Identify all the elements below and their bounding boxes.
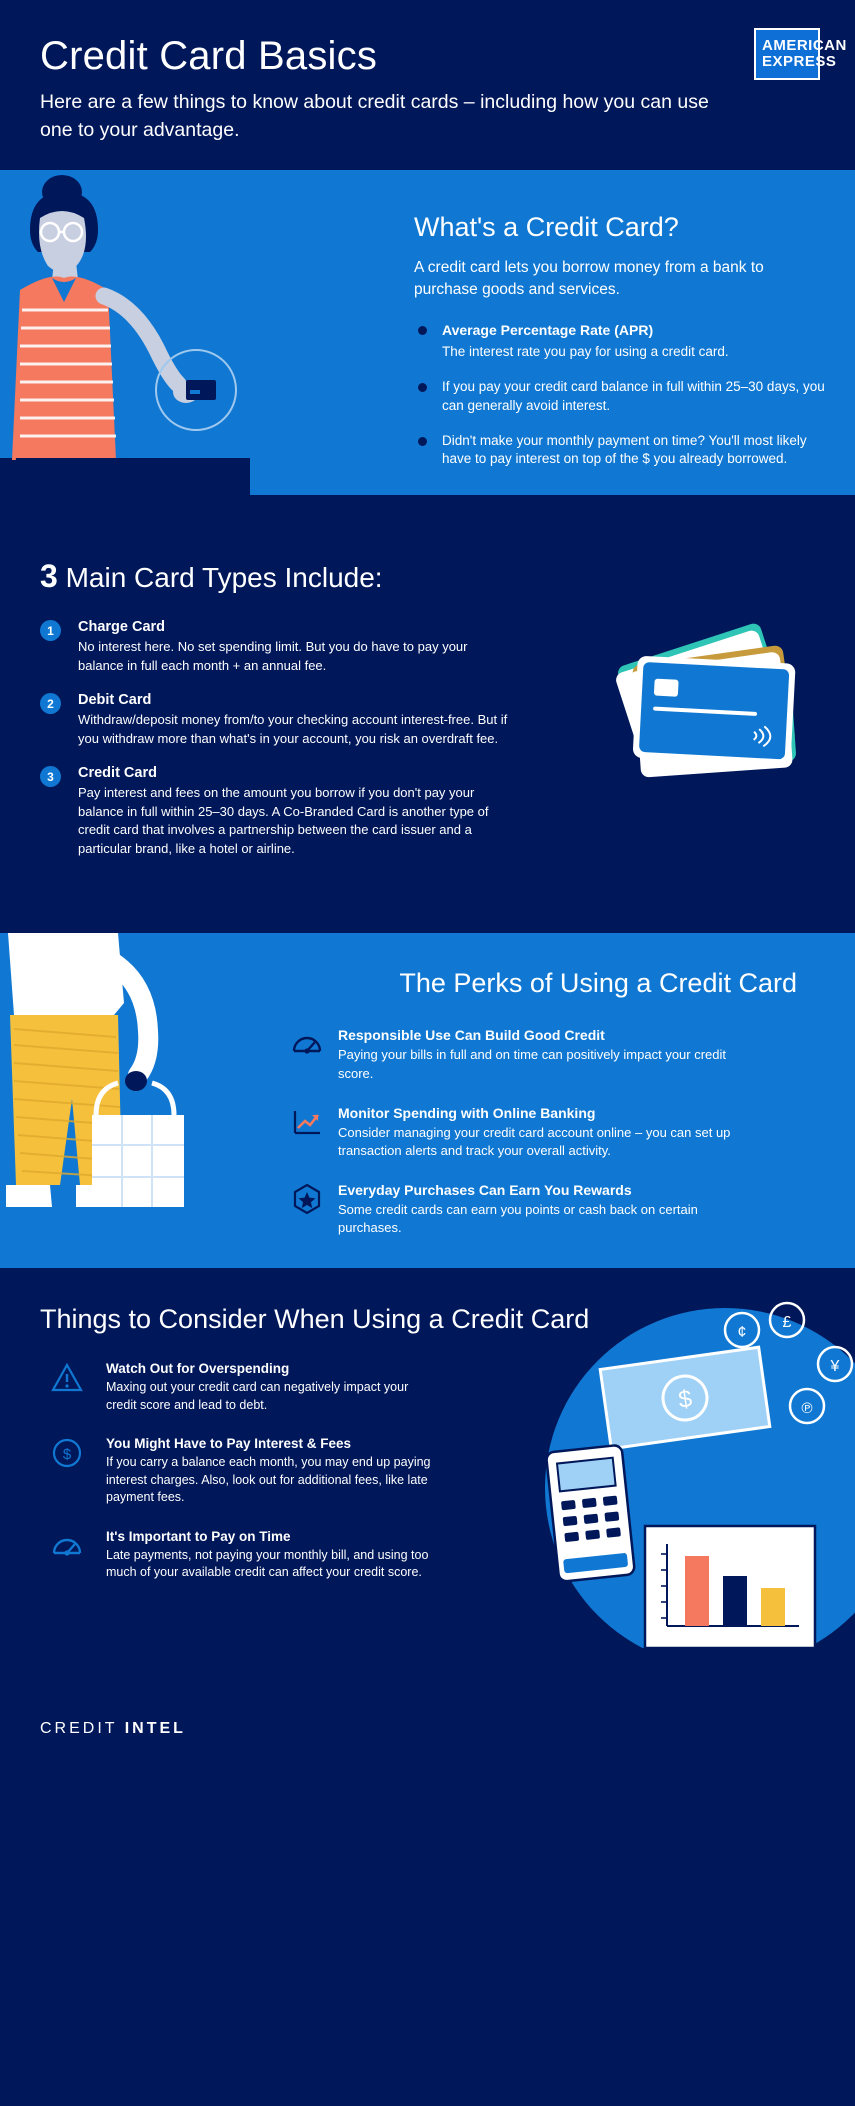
currency-symbol-1: £: [782, 1314, 792, 1332]
credit-card-text-block: [250, 170, 855, 469]
credit-intel-logo: [40, 1720, 815, 1738]
perk-title: Monitor Spending with Online Banking: [338, 1104, 596, 1121]
list-item: [414, 432, 825, 469]
type-number-badge: 3: [40, 766, 61, 787]
perk-title: Responsible Use Can Build Good Credit: [338, 1027, 605, 1044]
perk-text: Paying your bills in full and on time can positively impact your credit score.: [338, 1047, 727, 1081]
speedometer-icon: [290, 1027, 324, 1061]
currency-symbol-3: ℗: [801, 1400, 813, 1418]
type-text: Withdraw/deposit money from/to your checking account interest-free. But if you withdraw more than what's in your account, you risk an overdraft fee.: [78, 712, 508, 746]
perks-section: [0, 933, 855, 1268]
section-lead: A credit card lets you borrow money from a bank to purchase goods and services.: [414, 259, 764, 299]
currency-symbol-2: ¥: [830, 1358, 840, 1376]
star-badge-icon: [290, 1182, 324, 1216]
considerations-heading: Things to Consider When Using a Credit Card: [40, 1304, 590, 1335]
list-item: [40, 692, 508, 748]
page-header: [0, 0, 855, 170]
section-heading: What's a Credit Card?: [414, 212, 679, 243]
type-title: Charge Card: [78, 619, 166, 636]
perks-heading: The Perks of Using a Credit Card: [399, 968, 797, 999]
type-title: Debit Card: [78, 692, 152, 709]
bullet-text: Didn't make your monthly payment on time? You'll most likely have to pay interest on top of the $ you already borrowed.: [442, 433, 807, 467]
consider-title: It's Important to Pay on Time: [106, 1528, 291, 1544]
list-item: [260, 1182, 738, 1237]
type-number-badge: 1: [40, 620, 61, 641]
type-title: Credit Card: [78, 765, 157, 782]
list-item: [414, 321, 825, 361]
card-types-heading-rest: Main Card Types Include:: [57, 562, 383, 594]
type-text: No interest here. No set spending limit. But you do have to pay your balance in full each month + an annual fee.: [78, 639, 468, 673]
list-item: [260, 1105, 738, 1160]
payment-illustration: [435, 1288, 855, 1648]
bill-symbol: $: [676, 1385, 694, 1415]
consider-title: Watch Out for Overspending: [106, 1361, 290, 1377]
warning-triangle-icon: [50, 1361, 84, 1395]
perk-text: Consider managing your credit card account online – you can set up transaction alerts and track your overall activity.: [338, 1124, 731, 1158]
perk-title: Everyday Purchases Can Earn You Rewards: [338, 1182, 632, 1199]
bullet-text: The interest rate you pay for using a credit card.: [442, 343, 729, 359]
page-subtitle: Here are a few things to know about credit cards – including how you can use one to your advantage.: [40, 91, 709, 141]
list-item: [414, 378, 825, 415]
card-types-heading: [40, 558, 815, 595]
svg-text:$: $: [62, 1446, 72, 1464]
consider-title: You Might Have to Pay Interest & Fees: [106, 1436, 352, 1452]
amex-logo-line2: EXPRESS: [762, 53, 837, 70]
perk-text: Some credit cards can earn you points or cash back on certain purchases.: [338, 1202, 698, 1236]
consider-text: If you carry a balance each month, you may end up paying interest charges. Also, look out for additional fees, like late payment fees.: [106, 1455, 431, 1505]
chart-arrow-icon: [290, 1105, 324, 1139]
woman-with-bag-illustration: [0, 933, 270, 1268]
woman-with-card-illustration: [0, 170, 250, 538]
brand-bold-text: INTEL: [124, 1720, 186, 1738]
bullet-text: If you pay your credit card balance in full within 25–30 days, you can generally avoid interest.: [442, 379, 825, 413]
speedometer-icon: [50, 1529, 84, 1563]
dollar-circle-icon: [50, 1436, 84, 1470]
currency-symbol-0: ¢: [737, 1324, 747, 1342]
page-title: Credit Card Basics: [40, 34, 378, 78]
list-item: [40, 1529, 436, 1582]
page-footer: [0, 1704, 855, 1762]
perks-text-block: [260, 933, 855, 1237]
card-stack-illustration: [605, 598, 835, 828]
bullet-title: Average Percentage Rate (APR): [442, 322, 654, 339]
type-text: Pay interest and fees on the amount you borrow if you don't pay your balance in full within 25–30 days. A Co-Branded Card is another type of credit card that involves a partnership between the card issuer and a particular brand, like a hotel or airline.: [78, 785, 489, 856]
list-item: [40, 1436, 436, 1507]
consider-text: Maxing out your credit card can negatively impact your credit score and lead to debt.: [106, 1380, 409, 1412]
type-number-badge: 2: [40, 693, 61, 714]
card-types-section: [0, 538, 855, 933]
amex-logo-line1: AMERICAN: [762, 37, 847, 55]
considerations-section: [0, 1268, 855, 1704]
amex-logo: [754, 28, 847, 80]
credit-card-bullet-list: [414, 321, 825, 469]
consider-text: Late payments, not paying your monthly bill, and using too much of your available credit can affect your credit score.: [106, 1547, 429, 1580]
brand-light-text: CREDIT: [40, 1720, 118, 1738]
list-item: [40, 1361, 436, 1414]
list-item: [260, 1027, 738, 1082]
what-is-credit-card-section: [0, 170, 855, 538]
card-types-count: 3: [40, 558, 58, 595]
list-item: [40, 619, 508, 675]
list-item: [40, 765, 508, 858]
